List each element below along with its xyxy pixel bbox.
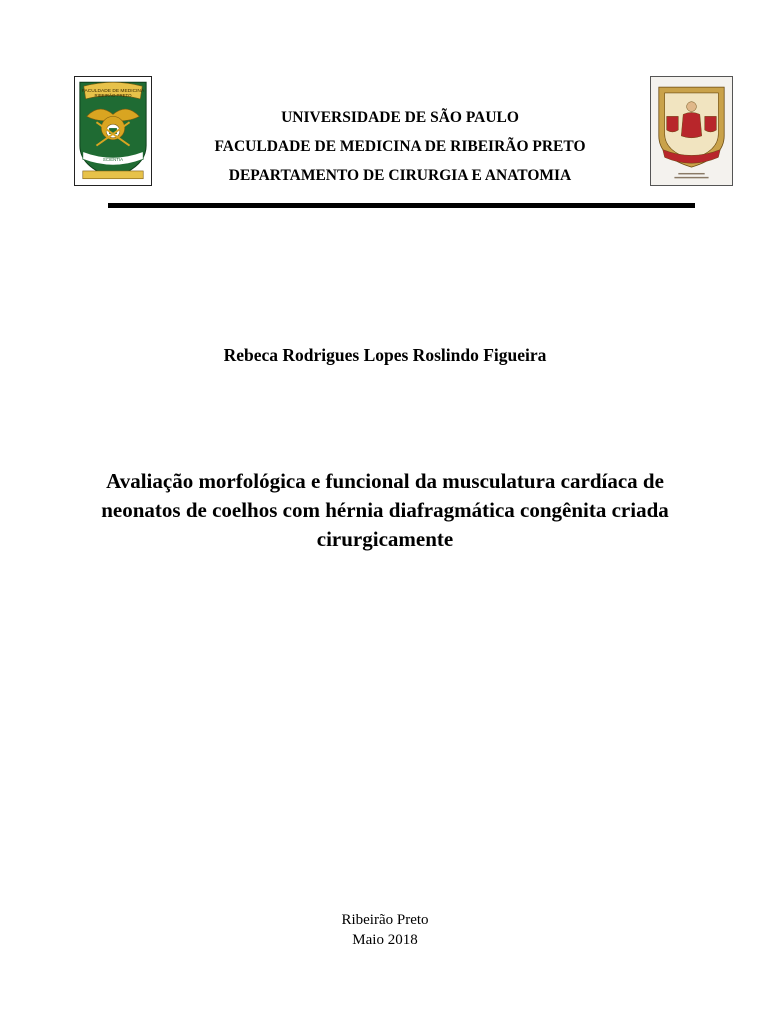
date: Maio 2018: [352, 932, 418, 948]
thesis-title-line-3: cirurgicamente: [316, 527, 454, 551]
fmrp-logo: [74, 76, 152, 186]
svg-text:RIBEIRÃO PRETO: RIBEIRÃO PRETO: [94, 92, 132, 98]
department-name: DEPARTAMENTO DE CIRURGIA E ANATOMIA: [228, 167, 572, 184]
svg-text:SCIENTIA: SCIENTIA: [102, 157, 124, 163]
place-and-date: [0, 910, 770, 950]
thesis-title-line-2: neonatos de coelhos com hérnia diafragmática congênita criada: [101, 498, 669, 522]
thesis-title: [40, 467, 730, 554]
usp-logo: [650, 76, 733, 186]
fmrp-coat-of-arms-icon: [75, 77, 151, 185]
university-name: UNIVERSIDADE DE SÃO PAULO: [281, 109, 519, 126]
svg-text:FACULDADE DE MEDICINA: FACULDADE DE MEDICINA: [81, 89, 145, 95]
thesis-title-line-1: Avaliação morfológica e funcional da musculatura cardíaca de: [106, 469, 664, 493]
city: Ribeirão Preto: [341, 912, 429, 928]
author-name: Rebeca Rodrigues Lopes Roslindo Figueira: [223, 345, 547, 365]
usp-crest-icon: [651, 77, 732, 185]
institution-header: [160, 103, 640, 190]
header-divider: [108, 203, 695, 208]
faculty-name: FACULDADE DE MEDICINA DE RIBEIRÃO PRETO: [214, 138, 586, 155]
